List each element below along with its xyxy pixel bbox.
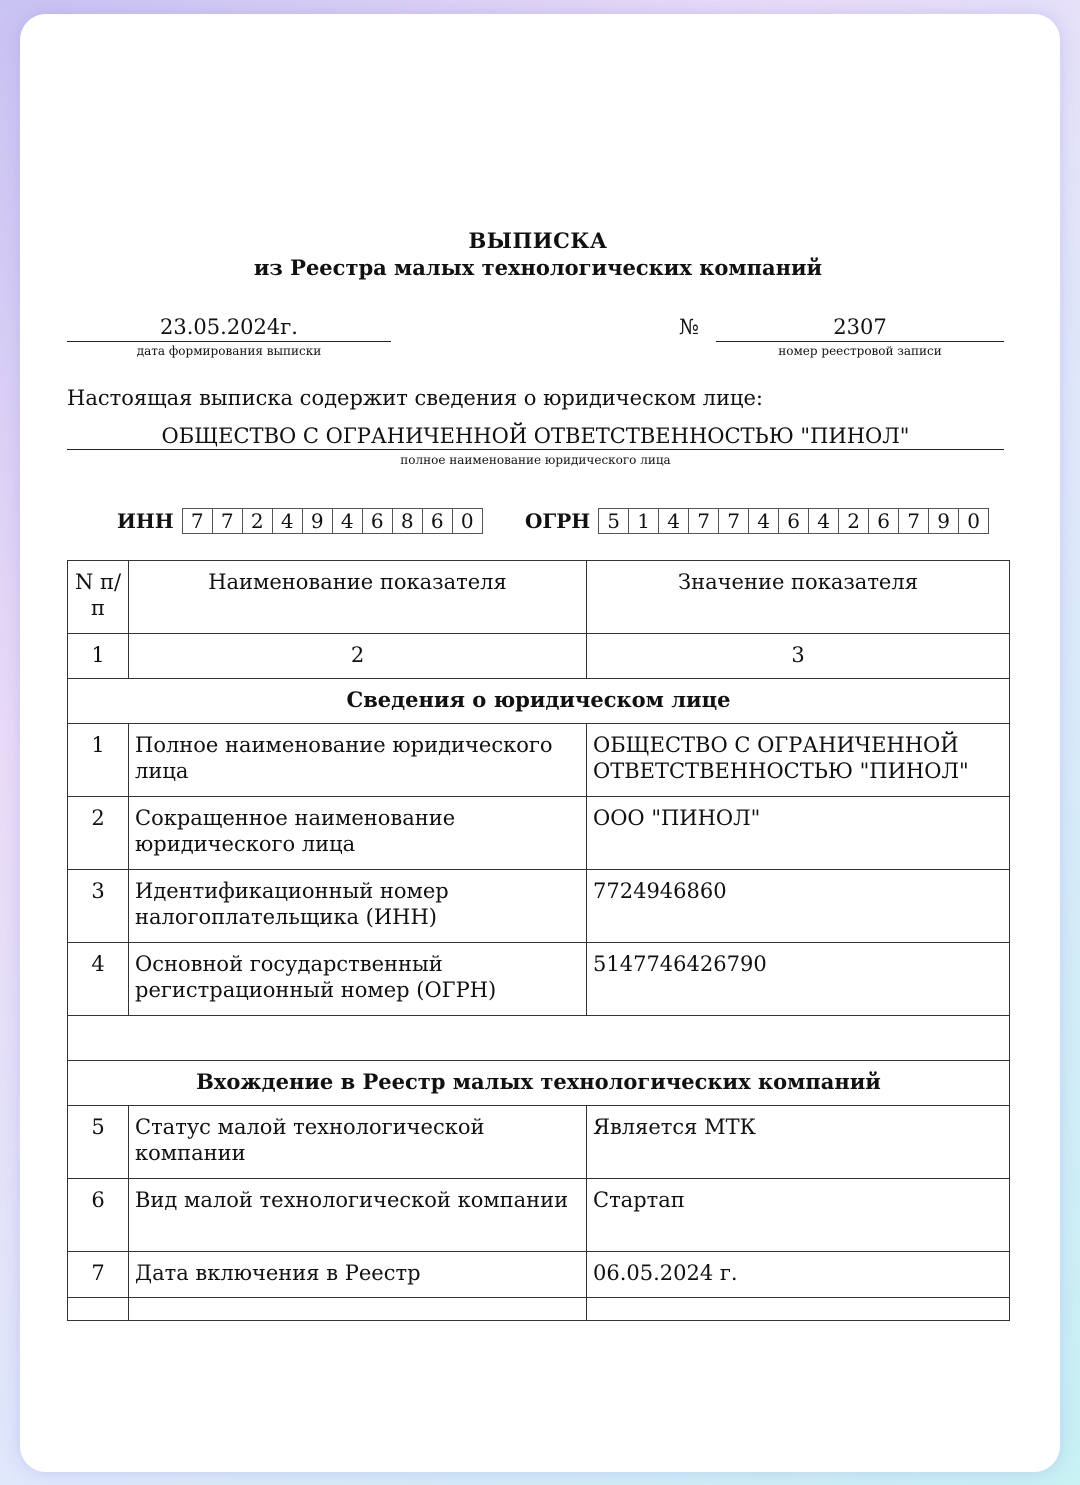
inn-digit: 4 <box>332 509 362 533</box>
table-continuation <box>68 1298 1010 1321</box>
number-sign: № <box>679 315 699 339</box>
ogrn-field <box>525 508 989 534</box>
row-number: 4 <box>68 943 129 1016</box>
row-number: 2 <box>68 797 129 870</box>
inn-digit: 6 <box>422 509 452 533</box>
col-number-header: N п/п <box>68 561 129 634</box>
row-indicator-value: ООО "ПИНОЛ" <box>587 797 1010 870</box>
row-indicator-name: Статус малой технологической компании <box>129 1106 587 1179</box>
row-indicator-name: Полное наименование юридического лица <box>129 724 587 797</box>
ogrn-digit: 6 <box>868 509 898 533</box>
inn-digit: 4 <box>272 509 302 533</box>
ogrn-digit: 0 <box>958 509 988 533</box>
record-number-caption: номер реестровой записи <box>778 344 942 358</box>
indicators-table <box>67 560 1010 1321</box>
ogrn-digit: 4 <box>808 509 838 533</box>
row-number: 7 <box>68 1252 129 1298</box>
registry-extract <box>67 14 1009 1472</box>
section-row <box>68 1061 1010 1106</box>
row-indicator-value: 06.05.2024 г. <box>587 1252 1010 1298</box>
row-indicator-name: Идентификационный номер налогоплательщика (ИНН) <box>129 870 587 943</box>
intro-text: Настоящая выписка содержит сведения о юридическом лице: <box>67 386 763 410</box>
table-row <box>68 797 1010 870</box>
row-number: 3 <box>68 870 129 943</box>
row-indicator-value: Стартап <box>587 1179 1010 1252</box>
col-name-header: Наименование показателя <box>129 561 587 634</box>
inn-label: ИНН <box>117 509 174 533</box>
col-number-2: 2 <box>129 634 587 679</box>
inn-field <box>117 508 483 534</box>
inn-digit: 7 <box>212 509 242 533</box>
continuation-cell <box>68 1298 129 1321</box>
row-number: 5 <box>68 1106 129 1179</box>
inn-digit: 0 <box>452 509 482 533</box>
ogrn-digit: 7 <box>688 509 718 533</box>
ogrn-digit: 4 <box>748 509 778 533</box>
ogrn-digit: 7 <box>718 509 748 533</box>
inn-digit: 6 <box>362 509 392 533</box>
org-full-name: ОБЩЕСТВО С ОГРАНИЧЕННОЙ ОТВЕТСТВЕННОСТЬЮ "ПИНОЛ" <box>67 423 1004 450</box>
table-row <box>68 724 1010 797</box>
row-indicator-value: 7724946860 <box>587 870 1010 943</box>
table-row <box>68 943 1010 1016</box>
inn-digit: 8 <box>392 509 422 533</box>
ogrn-digit: 1 <box>628 509 658 533</box>
record-number: 2307 <box>716 314 1004 342</box>
org-name-caption: полное наименование юридического лица <box>400 453 671 467</box>
section-registry-entry: Вхождение в Реестр малых технологических компаний <box>68 1061 1010 1106</box>
ogrn-label: ОГРН <box>525 509 591 533</box>
table-row <box>68 1252 1010 1298</box>
table-row <box>68 870 1010 943</box>
ogrn-digit: 5 <box>607 509 621 533</box>
row-indicator-name: Сокращенное наименование юридического лица <box>129 797 587 870</box>
document-card <box>20 14 1060 1472</box>
empty-row <box>68 1016 1010 1061</box>
row-indicator-value: 5147746426790 <box>587 943 1010 1016</box>
row-indicator-name: Дата включения в Реестр <box>129 1252 587 1298</box>
ogrn-digit: 2 <box>838 509 868 533</box>
inn-digit: 7 <box>190 509 204 533</box>
col-value-header: Значение показателя <box>587 561 1010 634</box>
col-number-1: 1 <box>68 634 129 679</box>
row-number: 6 <box>68 1179 129 1252</box>
document-title: ВЫПИСКА <box>468 228 608 253</box>
continuation-cell <box>129 1298 587 1321</box>
row-indicator-value: ОБЩЕСТВО С ОГРАНИЧЕННОЙ ОТВЕТСТВЕННОСТЬЮ "ПИНОЛ" <box>587 724 1010 797</box>
section-legal-entity: Сведения о юридическом лице <box>68 679 1010 724</box>
ogrn-digit: 6 <box>778 509 808 533</box>
document-subtitle: из Реестра малых технологических компаний <box>253 255 823 280</box>
continuation-cell <box>587 1298 1010 1321</box>
empty-cell <box>68 1016 1010 1061</box>
inn-digit: 9 <box>302 509 332 533</box>
ogrn-digit: 4 <box>658 509 688 533</box>
section-row <box>68 679 1010 724</box>
table-row <box>68 1106 1010 1179</box>
table-row <box>68 1179 1010 1252</box>
table-header-row <box>68 561 1010 634</box>
ogrn-digit: 9 <box>928 509 958 533</box>
col-number-3: 3 <box>587 634 1010 679</box>
column-numbers-row <box>68 634 1010 679</box>
row-indicator-name: Основной государственный регистрационный номер (ОГРН) <box>129 943 587 1016</box>
ogrn-digits <box>598 508 989 534</box>
inn-digit: 2 <box>242 509 272 533</box>
formation-date-caption: дата формирования выписки <box>136 344 322 358</box>
row-indicator-value: Является МТК <box>587 1106 1010 1179</box>
ogrn-digit: 7 <box>898 509 928 533</box>
formation-date: 23.05.2024г. <box>67 314 391 342</box>
row-number: 1 <box>68 724 129 797</box>
inn-digits <box>182 508 483 534</box>
row-indicator-name: Вид малой технологической компании <box>129 1179 587 1252</box>
formation-date-block <box>67 314 391 358</box>
record-number-block <box>716 314 1004 358</box>
